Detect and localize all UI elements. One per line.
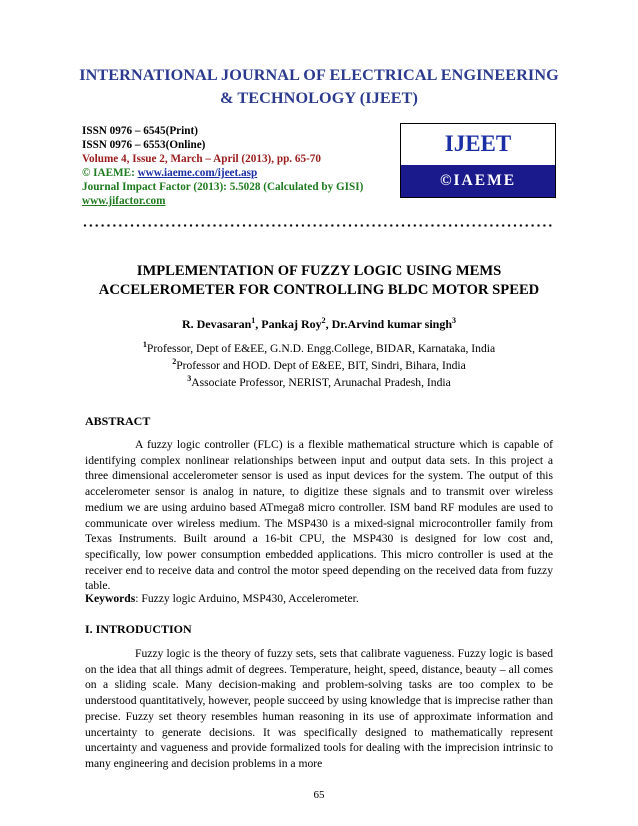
abstract-text: A fuzzy logic controller (FLC) is a flexible mathematical structure which is capable of identifying complex nonlinear relationships between input and output data sets. In this project a three dimensional accelerometer sensor is used as input devices for the system. The output of this accelerometer sensor is analog in nature, to digitize these signals and to transmit over wireless medium we are using arduino based ATmega8 micro controller. ISM band RF modules are used to communicate over wireless medium. The MSP430 is a mixed-signal microcontroller family from Texas Instruments. Built around a 16-bit CPU, the MSP430 is designed for low cost and, specifically, low power consumption embedded applications. This micro controller is used at the receiver end to receive data and control the motor speed depending on the received data from fuzzy table. xyxy=(85,438,553,593)
volume-info: Volume 4, Issue 2, March – April (2013), pp. 65-70 xyxy=(82,153,321,165)
author-1: R. Devasaran xyxy=(181,317,252,331)
journal-logo xyxy=(400,123,556,198)
affiliation-3-sup: 3 xyxy=(187,374,192,383)
author-list xyxy=(60,317,578,332)
keywords xyxy=(85,592,359,605)
keywords-label: Keywords xyxy=(85,592,136,605)
author-separator: , xyxy=(325,317,332,331)
logo-iaeme: ©IAEME xyxy=(401,165,555,197)
affiliation-3-text: Associate Professor, NERIST, Arunachal Pradesh, India xyxy=(191,376,451,389)
introduction-body xyxy=(85,646,553,772)
iaeme-line xyxy=(82,166,363,180)
paper-title-line1: IMPLEMENTATION OF FUZZY LOGIC USING MEMS xyxy=(136,263,502,279)
impact-factor: Journal Impact Factor (2013): 5.5028 (Calculated by GISI) xyxy=(82,181,364,193)
affiliation-1-text: Professor, Dept of E&EE, G.N.D. Engg.College, BIDAR, Karnataka, India xyxy=(146,342,496,355)
author-3: Dr.Arvind kumar singh xyxy=(331,317,453,331)
paper-title xyxy=(60,262,578,300)
iaeme-prefix: © IAEME: xyxy=(82,167,138,179)
author-separator: , xyxy=(255,317,262,331)
journal-title xyxy=(40,64,598,110)
issn-print: ISSN 0976 – 6545(Print) xyxy=(82,125,198,137)
publication-meta xyxy=(82,124,363,208)
author-3-sup: 3 xyxy=(452,316,457,325)
logo-ijeet: IJEET xyxy=(401,124,555,165)
introduction-text: Fuzzy logic is the theory of fuzzy sets, sets that calibrate vagueness. Fuzzy logic is based on the idea that all things admit of degrees. Temperature, height, speed, distance, beauty – all comes on a sliding scale. Many decision-making and problem-solving tasks are too complex to be understood quantitatively, however, people succeed by using knowledge that is imprecise rather than precise. Fuzzy set theory resembles human reasoning in its use of approximate information and uncertainty to generate decisions. It was specifically designed to mathematically represent uncertainty and vagueness and provide formalized tools for dealing with the imprecision intrinsic to many engineering and decision problems in a more xyxy=(85,647,553,770)
author-1-sup: 1 xyxy=(251,316,256,325)
page-number: 65 xyxy=(313,789,325,801)
author-2-sup: 2 xyxy=(321,316,326,325)
keywords-text: : Fuzzy logic Arduino, MSP430, Accelerometer. xyxy=(135,592,359,605)
affiliation-3 xyxy=(0,376,638,389)
affiliation-2-sup: 2 xyxy=(172,357,177,366)
dotted-divider xyxy=(82,224,552,227)
affiliation-1 xyxy=(0,342,638,355)
journal-title-line2: & TECHNOLOGY (IJEET) xyxy=(219,89,419,107)
author-2: Pankaj Roy xyxy=(261,317,322,331)
journal-title-line1: INTERNATIONAL JOURNAL OF ELECTRICAL ENGINEERING xyxy=(79,66,559,84)
abstract-heading: ABSTRACT xyxy=(85,414,151,428)
iaeme-link[interactable]: www.iaeme.com/ijeet.asp xyxy=(137,167,258,179)
jifactor-link[interactable]: www.jifactor.com xyxy=(82,195,166,207)
abstract-body xyxy=(85,437,553,594)
paper-title-line2: ACCELEROMETER FOR CONTROLLING BLDC MOTOR SPEED xyxy=(98,282,540,298)
introduction-heading: I. INTRODUCTION xyxy=(85,622,192,636)
affiliation-2-text: Professor and HOD. Dept of E&EE, BIT, Sindri, Bihara, India xyxy=(176,359,466,372)
affiliation-1-sup: 1 xyxy=(142,340,147,349)
affiliation-2 xyxy=(0,359,638,372)
issn-online: ISSN 0976 – 6553(Online) xyxy=(82,139,206,151)
